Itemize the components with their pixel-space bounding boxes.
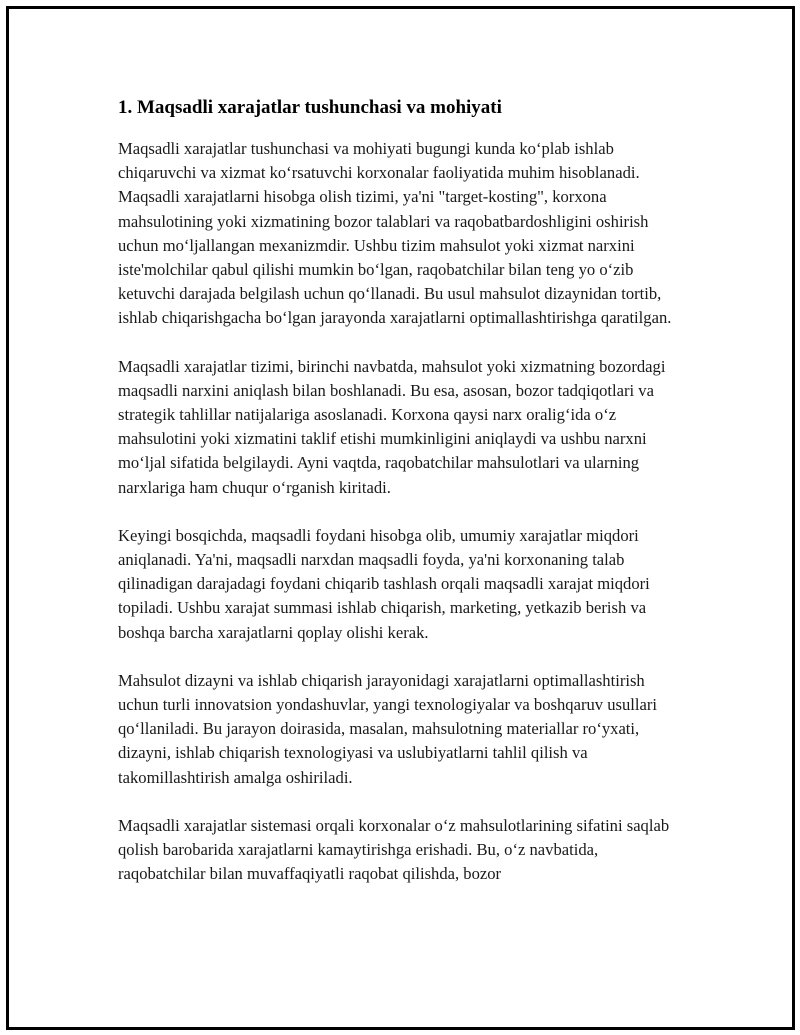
- paragraph: Maqsadli xarajatlar tushunchasi va mohiyati bugungi kunda ko‘plab ishlab chiqaruvchi va xizmat ko‘rsatuvchi korxonalar faoliyatida muhim hisoblanadi. Maqsadli xarajatlarni hisobga olish tizimi, ya'ni "target-kosting", korxona mahsulotining yoki xizmatining bozor talablari va raqobatbardoshligini oshirish uchun mo‘ljallangan mexanizmdir. Ushbu tizim mahsulot yoki xizmat narxini iste'molchilar qabul qilishi mumkin bo‘lgan, raqobatchilar bilan teng yo o‘zib ketuvchi darajada belgilash uchun qo‘llanadi. Bu usul mahsulot dizaynidan tortib, ishlab chiqarishgacha bo‘lgan jarayonda xarajatlarni optimallashtirishga qaratilgan.: [118, 139, 672, 328]
- paragraph: Maqsadli xarajatlar tizimi, birinchi navbatda, mahsulot yoki xizmatning bozordagi maqsadli narxini aniqlash bilan boshlanadi. Bu esa, asosan, bozor tadqiqotlari va strategik tahlillar natijalariga asoslanadi. Korxona qaysi narx oralig‘ida o‘z mahsulotini yoki xizmatini taklif etishi mumkinligini aniqlaydi va ushbu narxni mo‘ljal sifatida belgilaydi. Ayni vaqtda, raqobatchilar mahsulotlari va ularning narxlariga ham chuqur o‘rganish kiritadi.: [118, 356, 666, 497]
- paragraph: Maqsadli xarajatlar sistemasi orqali korxonalar o‘z mahsulotlarining sifatini saqlab qolish barobarida xarajatlarni kamaytirishga erishadi. Bu, o‘z navbatida, raqobatchilar bilan muvaffaqiyatli raqobat qilishda, bozor: [118, 815, 670, 884]
- paragraph: Keyingi bosqichda, maqsadli foydani hisobga olib, umumiy xarajatlar miqdori aniqlanadi. Ya'ni, maqsadli narxdan maqsadli foyda, ya'ni korxonaning talab qilinadigan darajadagi foydani chiqarib tashlash orqali maqsadli xarajat miqdori topiladi. Ushbu xarajat summasi ishlab chiqarish, marketing, yetkazib berish va boshqa barcha xarajatlarni qoplay olishi kerak.: [118, 525, 650, 642]
- document-body: [118, 96, 688, 910]
- section-heading: 1. Maqsadli xarajatlar tushunchasi va mohiyati: [118, 97, 502, 118]
- paragraph: Mahsulot dizayni va ishlab chiqarish jarayonidagi xarajatlarni optimallashtirish uchun turli innovatsion yondashuvlar, yangi texnologiyalar va boshqaruv usullari qo‘llaniladi. Bu jarayon doirasida, masalan, mahsulotning materiallar ro‘yxati, dizayni, ishlab chiqarish texnologiyasi va uslubiyatlarni tahlil qilish va takomillashtirish amalga oshiriladi.: [118, 670, 657, 787]
